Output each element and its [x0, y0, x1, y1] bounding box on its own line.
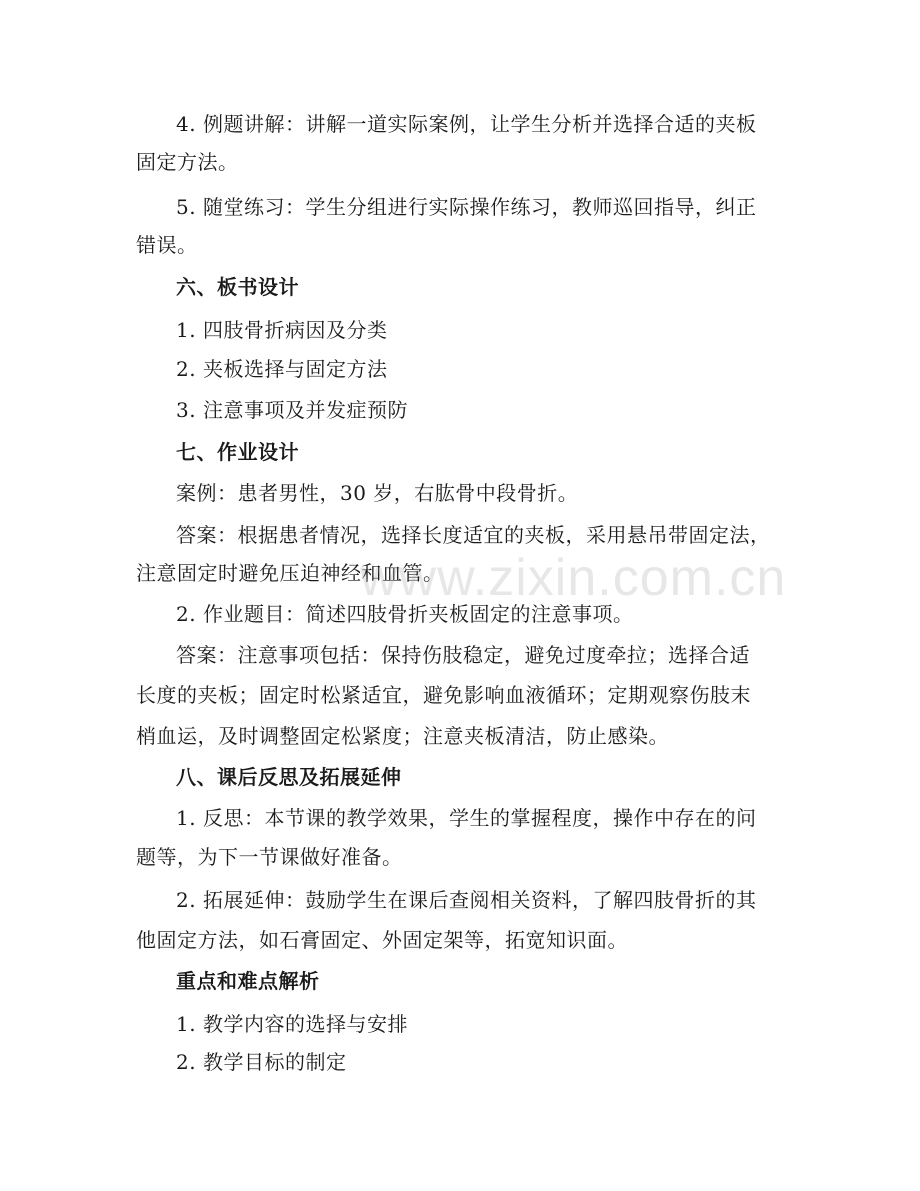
section7-answer1-line2: 注意固定时避免压迫神经和血管。 — [136, 561, 444, 585]
section8-heading: 八、课后反思及拓展延伸 — [176, 765, 402, 789]
section7-answer1-line1: 答案：根据患者情况，选择长度适宜的夹板，采用悬吊带固定法， — [176, 523, 771, 547]
section8-item2-line1: 2. 拓展延伸：鼓励学生在课后查阅相关资料，了解四肢骨折的其 — [176, 888, 757, 912]
section8-item2-line2: 他固定方法，如石膏固定、外固定架等，拓宽知识面。 — [136, 928, 628, 952]
section7-case: 案例：患者男性，30 岁，右肱骨中段骨折。 — [176, 481, 579, 505]
step5-line2: 错误。 — [136, 233, 198, 257]
step4-line2: 固定方法。 — [136, 150, 239, 174]
section6-item-1: 1. 四肢骨折病因及分类 — [176, 318, 388, 342]
section7-heading: 七、作业设计 — [176, 440, 299, 464]
watermark: www.zixin.com.cn — [360, 549, 787, 607]
section7-answer2-line1: 答案：注意事项包括：保持伤肢稳定，避免过度牵拉；选择合适 — [176, 643, 750, 667]
key-points-item-1: 1. 教学内容的选择与安排 — [176, 1012, 408, 1036]
step4-line1: 4. 例题讲解：讲解一道实际案例，让学生分析并选择合适的夹板 — [176, 112, 757, 136]
section6-item-3: 3. 注意事项及并发症预防 — [176, 398, 408, 422]
section6-heading: 六、板书设计 — [176, 275, 299, 299]
step5-line1: 5. 随堂练习：学生分组进行实际操作练习，教师巡回指导，纠正 — [176, 195, 757, 219]
key-points-item-2: 2. 教学目标的制定 — [176, 1050, 347, 1074]
section7-answer2-line3: 梢血运，及时调整固定松紧度；注意夹板清洁，防止感染。 — [136, 724, 669, 748]
section8-item1-line2: 题等，为下一节课做好准备。 — [136, 845, 403, 869]
section6-item-2: 2. 夹板选择与固定方法 — [176, 357, 388, 381]
section7-answer2-line2: 长度的夹板；固定时松紧适宜，避免影响血液循环；定期观察伤肢末 — [136, 683, 751, 707]
key-points-heading: 重点和难点解析 — [176, 969, 320, 993]
section8-item1-line1: 1. 反思：本节课的教学效果，学生的掌握程度，操作中存在的问 — [176, 806, 757, 830]
section7-question2: 2. 作业题目：简述四肢骨折夹板固定的注意事项。 — [176, 602, 634, 626]
